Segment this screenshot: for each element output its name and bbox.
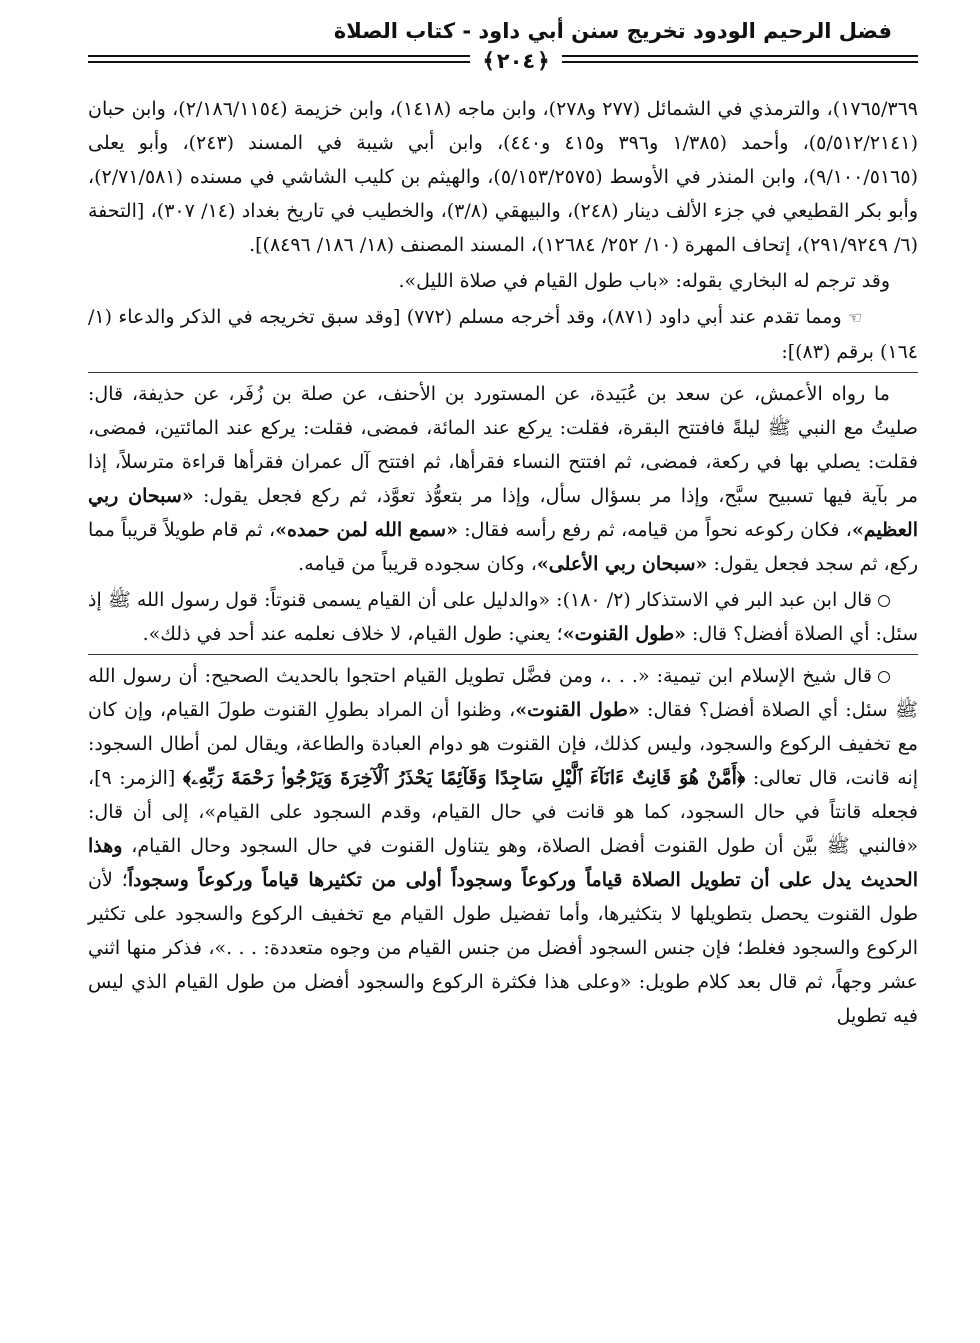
hadith-text-2: ، فكان ركوعه نحواً من قيامه، ثم رفع رأسه فقال: [457,519,852,541]
pointing-hand-icon: ☜ [847,308,862,327]
barr-bold: «طول القنوت» [562,623,686,645]
running-header-title: فضل الرحيم الودود تخريج سنن أبي داود - كتاب الصلاة [333,19,892,43]
quran-verse: ﴿أَمَّنْ هُوَ قَانِتٌ ءَانَآءَ ٱلَّيْلِ سَاجِدًا وَقَآئِمًا يَحْذَرُ ٱلْآخِرَةَ وَيَرْجُوا۟ رَحْمَةَ رَبِّهِۦ﴾ [182,767,746,789]
hadith-bold-3: «سبحان ربي الأعلى» [536,553,708,575]
cross-reference-paragraph [88,300,918,369]
hadith-bold-1: «سبحان ربي العظيم» [88,485,918,541]
hadith-text-4: ، وكان سجوده قريباً من قيامه. [298,553,537,575]
hadith-text-3: ، ثم قام طويلاً قريباً مما ركع، ثم سجد فجعل يقول: [88,519,918,575]
left-bracket-icon: ﴿ [537,49,550,73]
taymiyya-bold-1: «طول القنوت» [515,699,640,721]
barr-text-2: ؛ يعني: طول القيام، لا خلاف نعلمه عند أحد في ذلك». [142,623,563,645]
bukhari-chapter-note: وقد ترجم له البخاري بقوله: «باب طول القيام في صلاة الليل». [398,270,890,292]
page-number: ٢٠٤ [496,49,536,73]
section-divider [88,372,918,373]
footnote-paragraph: ١٧٦٥/٣٦٩)، والترمذي في الشمائل (٢٧٧ و٢٧٨)، وابن ماجه (١٤١٨)، وابن خزيمة (٢/١٨٦/١١٥٤)، وابن حبان (٥/٥١٢/٢١٤١)، وأحمد (١/٣٨٥ و٣٩٦ و٤١٥ و٤٤٠)، وابن أبي شيبة في المسند (٢٤٣)، وأبو يعلى (٩/١٠٠/٥١٦٥)، وابن المنذر في الأوسط (٥/١٥٣/٢٥٧٥)، والهيثم بن كليب الشاشي في مسنده (٢/٧١/٥٨١)، وأبو بكر القطيعي في جزء الألف دينار (٢٤٨)، والبيهقي (٣/٨)، والخطيب في تاريخ بغداد (١٤/ ٣٠٧)، [التحفة (٦/ ٢٩١/٩٢٤٩)، إتحاف المهرة (١٠/ ٢٥٢/ ١٢٦٨٤)، المسند المصنف (١٨/ ١٨٦/ ٨٤٩٦)]. [88,98,919,256]
page-body [88,92,918,1035]
taymiyya-text-3: [الزمر: ٩]، فجعله قانتاً في حال السجود، كما هو قانت في حال القيام، وقدم السجود على القيام»، إلى أن قال: «فالنبي ﷺ بيَّن أن طول القنوت أفضل الصلاة، وهو يتناول القنوت في حال السجود وحال القيام، [88,767,918,857]
section-divider [88,654,918,655]
page-number-badge [470,46,562,76]
taymiyya-text-1: قال شيخ الإسلام ابن تيمية: «. . .، ومن فضَّل تطويل القيام احتجوا بالحديث الصحيح: أن رسول الله ﷺ سئل: أي الصلاة أفضل؟ فقال: [88,665,918,721]
right-bracket-icon: ﴾ [482,49,495,73]
circle-bullet-icon [878,595,890,607]
barr-text-1: قال ابن عبد البر في الاستذكار (٢/ ١٨٠): «والدليل على أن القيام يسمى قنوتاً: قول رسول الله ﷺ إذ سئل: أي الصلاة أفضل؟ قال: [88,589,918,645]
ibn-abd-al-barr-paragraph [88,583,918,651]
hudhayfa-hadith-paragraph [88,377,918,581]
taymiyya-text-4: ؛ لأن طول القنوت يحصل بتطويلها لا بتكثيرها، وأما تفضيل طول القيام مع تخفيف الركوع والسجود على تكثير الركوع والسجود فغلط؛ فإن جنس السجود أفضل من جنس القيام من وجوه متعددة: . . .»، فذكر منها اثني عشر وجهاً، ثم قال بعد كلام طويل: «وعلى هذا فكثرة الركوع والسجود أفضل من طول القيام الذي ليس فيه تطويل [88,869,918,1027]
hadith-text-1: ما رواه الأعمش، عن سعد بن عُبَيدة، عن المستورد بن الأحنف، عن صلة بن زُفَر، عن حذيفة، قال: صليتُ مع النبي ﷺ ليلةً فافتتح البقرة، فقلت: يركع عند المائة، فمضى، فقلت: يركع عند المائتين، فمضى، فقلت: يصلي بها في ركعة، فمضى، ثم افتتح النساء فقرأها، ثم افتتح آل عمران فقرأها قراءة مترسلاً، إذا مر بآية فيها تسبيح سبَّح، وإذا مر بسؤال سأل، وإذا مر بتعوُّذ تعوَّذ، ثم ركع فجعل يقول: [88,383,918,507]
taymiyya-text-2: ، وظنوا أن المراد بطولِ القنوت طولَ القيام، وإن كان مع تخفيف الركوع والسجود، وليس كذلك، فإن القنوت هو دوام العبادة والطاعة، ويقال لمن أطال السجود: إنه قانت، قال تعالى: [88,699,919,789]
ibn-taymiyya-paragraph [88,659,918,1033]
hadith-bold-2: «سمع الله لمن حمده» [275,519,458,541]
taymiyya-bold-2: وهذا الحديث يدل على أن تطويل الصلاة قياماً وركوعاً وسجوداً أولى من تكثيرها قياماً وركوعاً وسجوداً [88,835,918,891]
cross-reference-text: ومما تقدم عند أبي داود (٨٧١)، وقد أخرجه مسلم (٧٧٢) [وقد سبق تخريجه في الذكر والدعاء (١/ ١٦٤) برقم (٨٣)]: [88,306,918,363]
circle-bullet-icon [878,671,890,683]
